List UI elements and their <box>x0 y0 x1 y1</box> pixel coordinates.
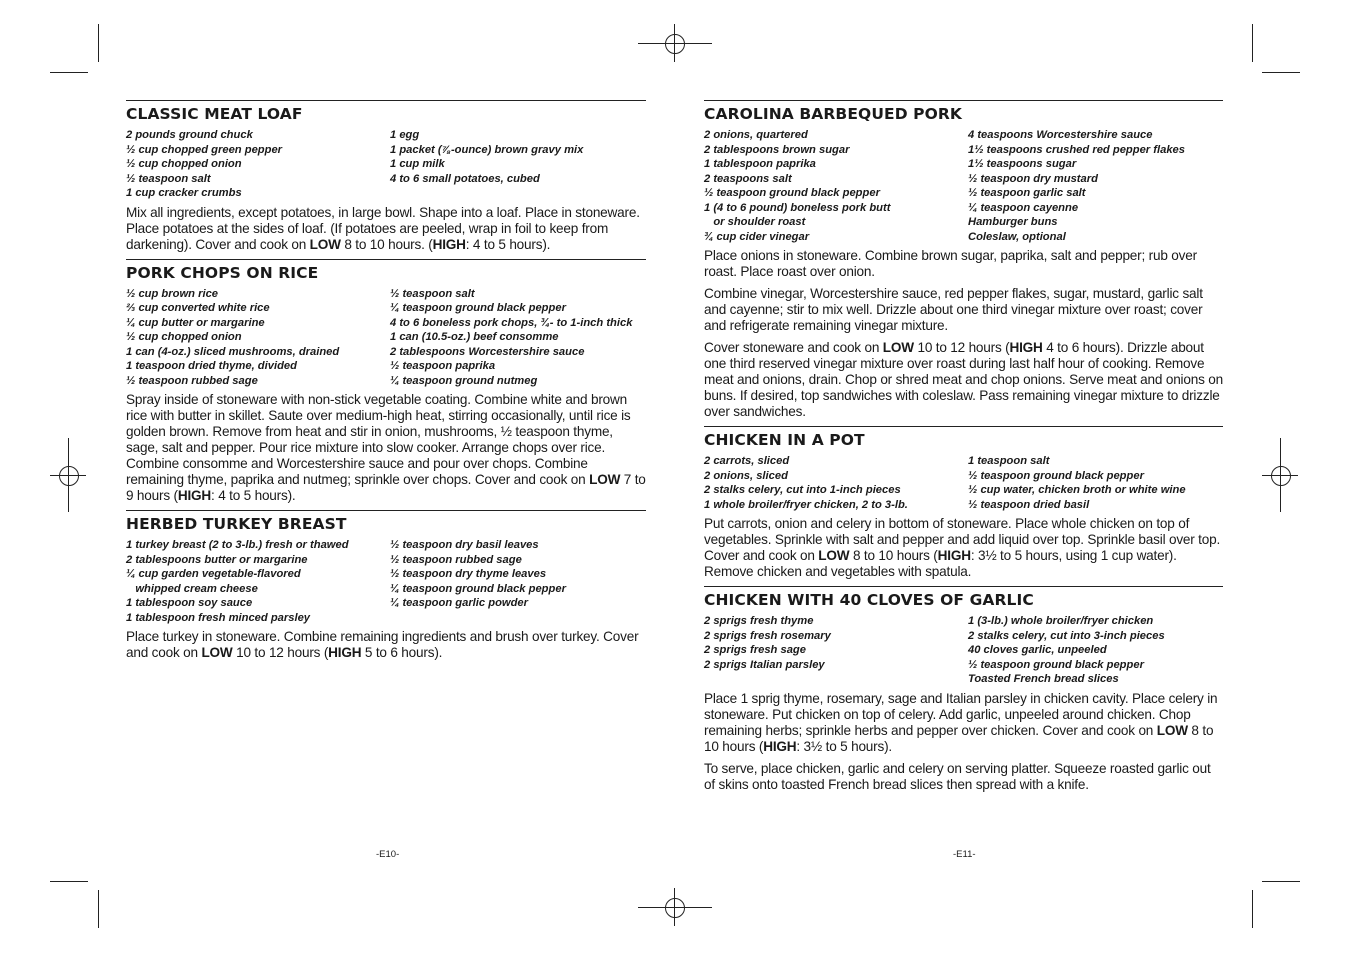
instruction-paragraph <box>704 691 1223 755</box>
low-setting: LOW <box>882 340 914 355</box>
instruction-text: : 3½ to 5 hours). <box>796 738 892 754</box>
ingredient-item: 1 packet (⅞-ounce) brown gravy mix <box>390 143 584 156</box>
ingredient-item: 2 stalks celery, cut into 3-inch pieces <box>968 629 1165 642</box>
recipe-title: HERBED TURKEY BREAST <box>126 515 347 533</box>
low-setting: LOW <box>1156 722 1188 738</box>
instruction-text: Spray inside of stoneware with non-stick vegetable coating. Combine white and brown rice with butter in skillet. Saute over medium-high heat, stirring occasionally, until rice is golden brown. Remove from heat and stir in onion, mushrooms, ½ teaspoon thyme, sage, salt and pepper. Pour rice mixture into slow cooker. Arrange chops over rice. Combine consomme and Worcestershire sauce and pour over chops. Combine remaining thyme, paprika and nutmeg; sprinkle over chops. Cover and cook on <box>126 392 631 487</box>
instruction-text: Mix all ingredients, except potatoes, in large bowl. Shape into a loaf. Place in stoneware. Place potatoes at the sides of loaf. (If potatoes are peeled, wrap in foil to keep from darkening). Cover and cook on <box>126 204 640 252</box>
ingredient-item: ½ teaspoon salt <box>390 287 475 300</box>
recipe-section <box>704 100 1223 420</box>
ingredient-item: Coleslaw, optional <box>968 230 1066 243</box>
ingredient-item: Hamburger buns <box>968 216 1058 228</box>
ingredient-list <box>704 128 1223 244</box>
high-setting: HIGH <box>937 548 971 563</box>
ingredient-item: 1 egg <box>390 129 420 141</box>
instruction-text: Cover stoneware and cook on <box>704 340 883 355</box>
instruction-text: 8 to 10 hours ( <box>849 548 938 563</box>
ingredient-item: 2 sprigs fresh rosemary <box>704 629 831 642</box>
ingredient-item: 2 sprigs fresh thyme <box>704 615 814 627</box>
ingredient-item: 1 (4 to 6 pound) boneless pork butt <box>704 201 891 214</box>
ingredient-item: 1 can (4-oz.) sliced mushrooms, drained <box>126 345 340 358</box>
ingredient-item: 1 whole broiler/fryer chicken, 2 to 3-lb. <box>704 498 908 511</box>
ingredient-item: 4 to 6 boneless pork chops, ¾- to 1-inch thick <box>390 316 633 329</box>
low-setting: LOW <box>309 236 341 252</box>
instruction-text: Place turkey in stoneware. Combine remaining ingredients and brush over turkey. Cover and cook on <box>126 629 639 660</box>
ingredient-item: 2 sprigs Italian parsley <box>704 658 825 671</box>
instruction-paragraph <box>126 205 646 253</box>
instructions <box>126 629 646 661</box>
ingredient-item: ¼ cup garden vegetable-flavored <box>126 568 301 580</box>
instruction-text: 8 to 10 hours. ( <box>340 236 433 252</box>
low-setting: LOW <box>818 548 850 563</box>
ingredient-item: ½ teaspoon paprika <box>390 360 496 372</box>
ingredient-item: Toasted French bread slices <box>968 673 1119 685</box>
ingredient-column-right <box>968 454 1223 512</box>
recipe-title: CHICKEN WITH 40 CLOVES OF GARLIC <box>704 591 1034 609</box>
ingredient-item: ½ cup chopped onion <box>126 158 242 170</box>
ingredient-item: ¾ cup cider vinegar <box>704 230 810 243</box>
ingredient-item: ½ cup chopped green pepper <box>126 143 283 156</box>
ingredient-column-right <box>390 128 646 201</box>
ingredient-column-left <box>126 128 390 201</box>
ingredient-item: ¼ teaspoon ground black pepper <box>390 582 566 595</box>
page-number-right: -E11- <box>953 849 976 860</box>
ingredient-item: ½ teaspoon rubbed sage <box>126 374 258 387</box>
low-setting: LOW <box>201 645 233 660</box>
instruction-text: 4 to 6 hours). Drizzle about one third reserved vinegar mixture over roast during last half hour of cooking. Remove meat and onions, drain. Chop or shred meat and chop onions. Serve meat and onions on buns. If desired, top sandwiches with coleslaw. Pass remaining vinegar mixture to drizzle over sandwiches. <box>704 340 1223 419</box>
ingredient-item: ½ teaspoon dry basil leaves <box>390 539 539 551</box>
instruction-paragraph <box>704 516 1223 580</box>
ingredient-column-left <box>704 614 968 687</box>
ingredient-item: 2 onions, quartered <box>704 129 808 141</box>
ingredient-item: 1 tablespoon soy sauce <box>126 597 253 609</box>
recipe-title: CAROLINA BARBEQUED PORK <box>704 105 963 123</box>
instruction-text: Place onions in stoneware. Combine brown sugar, paprika, salt and pepper; rub over roast. Place roast over onion. <box>704 248 1197 279</box>
ingredient-item: 1 cup cracker crumbs <box>126 187 242 199</box>
ingredient-item: 2 stalks celery, cut into 1-inch pieces <box>704 484 901 496</box>
ingredient-item: ½ teaspoon ground black pepper <box>968 469 1144 482</box>
low-setting: LOW <box>589 472 621 487</box>
recipe-section <box>126 259 646 505</box>
ingredient-item: 2 onions, sliced <box>704 469 788 482</box>
recipe-section <box>704 426 1223 580</box>
ingredient-item: 1½ teaspoons sugar <box>968 158 1077 170</box>
instruction-text: 10 to 12 hours ( <box>913 340 1010 355</box>
high-setting: HIGH <box>328 645 362 660</box>
ingredient-item: 1 cup milk <box>390 158 445 170</box>
ingredient-item: 1 (3-lb.) whole broiler/fryer chicken <box>968 615 1154 627</box>
ingredient-item: ¼ cup butter or margarine <box>126 316 265 329</box>
ingredient-item: ¼ teaspoon ground nutmeg <box>390 374 538 387</box>
recipe-section <box>704 586 1223 793</box>
ingredient-item: 1 teaspoon salt <box>968 455 1050 467</box>
instruction-paragraph <box>704 286 1223 334</box>
ingredient-column-left <box>126 287 390 389</box>
ingredient-item: 2 tablespoons brown sugar <box>704 143 850 156</box>
ingredient-item: 2 sprigs fresh sage <box>704 644 806 656</box>
ingredient-item: 1 tablespoon paprika <box>704 158 816 170</box>
ingredient-item: ¼ teaspoon cayenne <box>968 201 1079 214</box>
ingredient-item: ½ teaspoon rubbed sage <box>390 553 522 566</box>
high-setting: HIGH <box>1009 340 1043 355</box>
recipe-section <box>126 100 646 253</box>
recipe-title: CLASSIC MEAT LOAF <box>126 105 303 123</box>
ingredient-item: ½ teaspoon salt <box>126 172 211 185</box>
ingredient-item: or shoulder roast <box>704 216 806 228</box>
ingredient-column-right <box>390 538 646 625</box>
instruction-text: Put carrots, onion and celery in bottom of stoneware. Place whole chicken on top of vegetables. Sprinkle with salt and pepper and add liquid over top. Sprinkle basil over top. Cover and cook on <box>704 516 1221 563</box>
recipe-title: PORK CHOPS ON RICE <box>126 263 319 282</box>
ingredient-column-left <box>704 454 968 512</box>
ingredient-column-right <box>968 128 1223 244</box>
instructions <box>704 691 1223 793</box>
ingredient-item: ¼ teaspoon garlic powder <box>390 597 529 609</box>
ingredient-item: 2 tablespoons butter or margarine <box>126 553 308 566</box>
ingredient-item: whipped cream cheese <box>126 582 258 595</box>
ingredient-list <box>126 538 646 625</box>
ingredient-item: ½ cup brown rice <box>126 287 219 300</box>
instruction-text: : 4 to 5 hours). <box>465 236 551 252</box>
high-setting: HIGH <box>177 488 212 503</box>
ingredient-item: 4 teaspoons Worcestershire sauce <box>968 129 1153 141</box>
ingredient-item: 2 pounds ground chuck <box>126 129 253 141</box>
ingredient-item: ½ cup chopped onion <box>126 331 242 343</box>
ingredient-column-right <box>390 287 646 389</box>
ingredient-item: ½ teaspoon dry thyme leaves <box>390 568 547 580</box>
instruction-text: 7 to 9 hours ( <box>126 472 646 503</box>
ingredient-list <box>704 454 1223 512</box>
ingredient-item: 40 cloves garlic, unpeeled <box>968 644 1107 656</box>
instruction-paragraph <box>704 248 1223 280</box>
ingredient-item: 1 can (10.5-oz.) beef consomme <box>390 331 559 343</box>
recipe-title: CHICKEN IN A POT <box>704 431 865 449</box>
instructions <box>126 392 646 504</box>
instruction-text: : 3½ to 5 hours, using 1 cup water). Remove chicken and vegetables with spatula. <box>704 548 1177 579</box>
ingredient-item: ½ teaspoon ground black pepper <box>704 187 880 199</box>
ingredient-item: ⅔ cup converted white rice <box>126 302 270 314</box>
ingredient-item: 2 tablespoons Worcestershire sauce <box>390 345 585 358</box>
ingredient-item: ½ teaspoon ground black pepper <box>968 658 1144 671</box>
ingredient-item: 4 to 6 small potatoes, cubed <box>390 172 540 185</box>
ingredient-list <box>704 614 1223 687</box>
ingredient-list <box>126 287 646 389</box>
instruction-text: 8 to 10 hours ( <box>704 722 1214 754</box>
ingredient-item: ½ teaspoon garlic salt <box>968 187 1086 199</box>
instruction-text: Combine vinegar, Worcestershire sauce, red pepper flakes, sugar, mustard, garlic salt and cayenne; stir to mix well. Drizzle about one third vinegar mixture over roast; cover and refrigerate remaining vinegar mixture. <box>704 286 1203 333</box>
instruction-text: 10 to 12 hours ( <box>232 645 329 660</box>
instruction-text: Place 1 sprig thyme, rosemary, sage and Italian parsley in chicken cavity. Place celery in stoneware. Put chicken on top of celery. Add garlic, unpeeled around chicken. Chop remaining herbs; sprinkle herbs and pepper over chicken. Cover and cook on <box>704 690 1218 738</box>
ingredient-item: ½ teaspoon dried basil <box>968 498 1090 511</box>
ingredient-item: ¼ teaspoon ground black pepper <box>390 302 566 314</box>
left-page <box>126 100 646 667</box>
ingredient-column-left <box>704 128 968 244</box>
ingredient-item: 1½ teaspoons crushed red pepper flakes <box>968 143 1185 156</box>
instruction-paragraph <box>704 340 1223 420</box>
instruction-text: : 4 to 5 hours). <box>211 488 296 503</box>
ingredient-list <box>126 128 646 201</box>
recipe-section <box>126 510 646 661</box>
instruction-text: To serve, place chicken, garlic and celery on serving platter. Squeeze roasted garlic out of skins onto toasted French bread slices then spread with a knife. <box>704 760 1211 792</box>
ingredient-column-left <box>126 538 390 625</box>
instruction-paragraph <box>704 761 1223 793</box>
ingredient-item: ½ teaspoon dry mustard <box>968 172 1098 185</box>
instructions <box>126 205 646 253</box>
ingredient-item: 1 teaspoon dried thyme, divided <box>126 360 297 372</box>
ingredient-item: ½ cup water, chicken broth or white wine <box>968 484 1186 496</box>
ingredient-item: 2 carrots, sliced <box>704 455 790 467</box>
instruction-text: 5 to 6 hours). <box>361 645 443 660</box>
instruction-paragraph <box>126 392 646 504</box>
ingredient-item: 2 teaspoons salt <box>704 172 792 185</box>
right-page <box>704 100 1223 799</box>
high-setting: HIGH <box>432 236 466 252</box>
ingredient-column-right <box>968 614 1223 687</box>
high-setting: HIGH <box>763 738 797 754</box>
ingredient-item: 1 tablespoon fresh minced parsley <box>126 611 311 624</box>
instructions <box>704 248 1223 420</box>
instruction-paragraph <box>126 629 646 661</box>
instructions <box>704 516 1223 580</box>
ingredient-item: 1 turkey breast (2 to 3-lb.) fresh or thawed <box>126 539 349 551</box>
page-number-left: -E10- <box>376 849 400 860</box>
